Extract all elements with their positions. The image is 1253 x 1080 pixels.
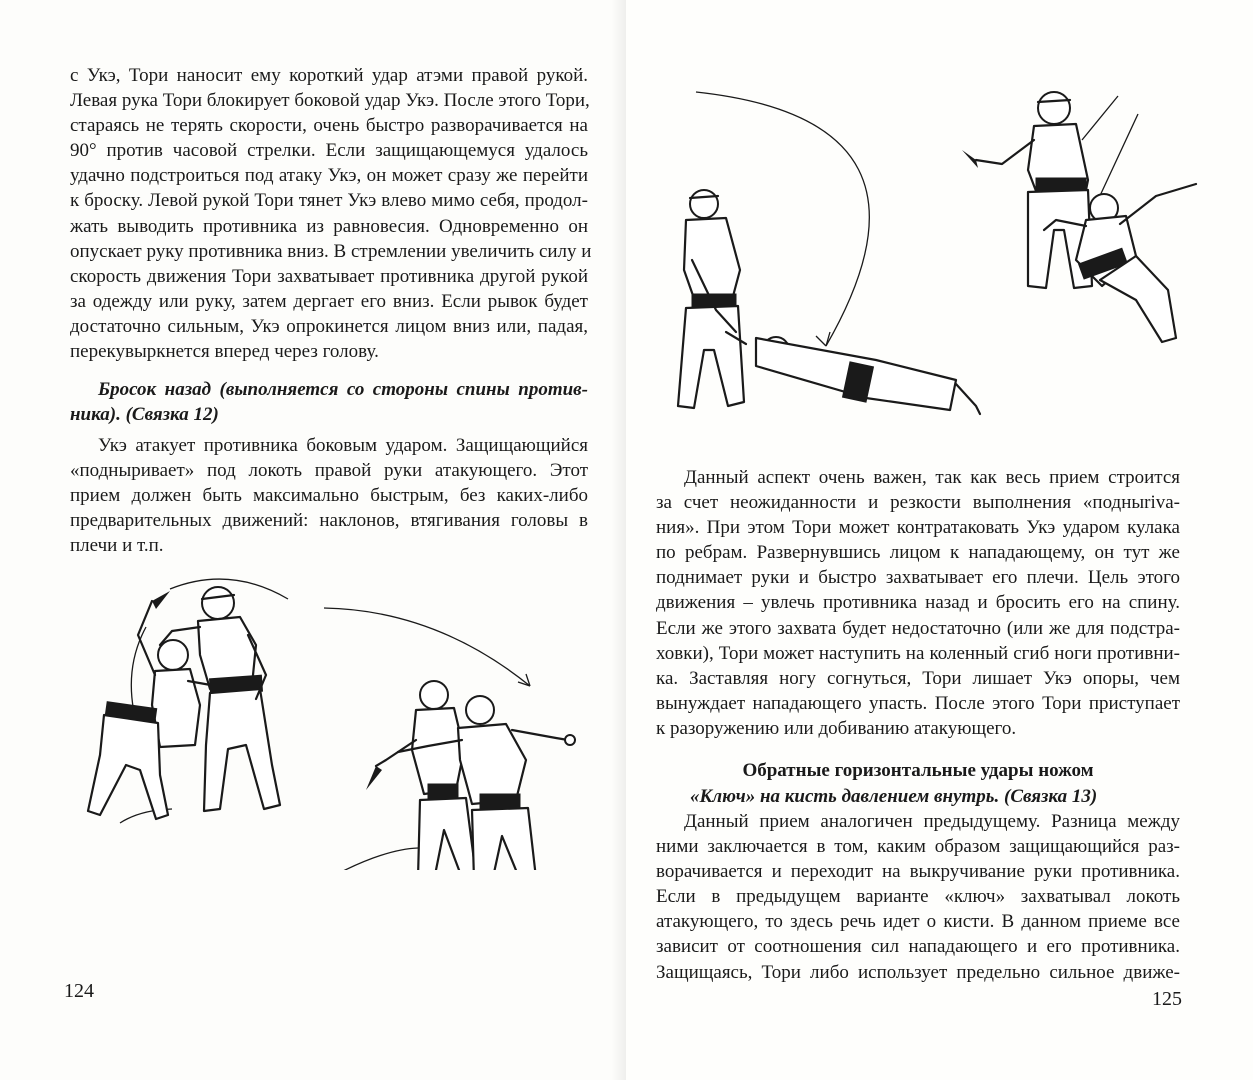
text-line: атакующего, то здесь речь идет о кисти. В данном приеме все [656, 911, 1180, 933]
right-paragraph-2 [656, 809, 1180, 985]
text-line: по ребрам. Развернувшись лицом к нападающему, он тут же [656, 542, 1180, 564]
right-page [626, 0, 1253, 1080]
text-line: движения – увлечь противника назад и бросить его на спину. [656, 592, 1180, 614]
text-line: ворачивается и переходит на выкручивание руки противника. [656, 861, 1180, 883]
heading-line: Бросок назад (выполняется со стороны спины против- [98, 379, 588, 400]
text-line: за счет неожиданности и резкости выполнения «подныriva- [656, 492, 1180, 514]
text-line: за одежду или руку, затем дергает его вниз. Если рывок будет [70, 290, 588, 312]
text-line: удачно подстроиться под атаку Укэ, он может сразу же перейти [70, 165, 588, 187]
illustration-bond-12-step-2 [316, 590, 576, 870]
text-line: Если в предыдущем варианте «ключ» захватывал локоть [656, 886, 1180, 908]
text-line: ними заключается в том, каким образом защищающийся раз- [656, 836, 1180, 858]
text-line: зависит от соотношения сил нападающего и его противника. [656, 936, 1180, 958]
text-line: перекувыркнется вперед через голову. [70, 341, 379, 363]
text-line: Укэ атакует противника боковым ударом. Защищающийся [98, 435, 588, 456]
text-line: жать выводить противника из равновесия. Одновременно он [70, 215, 588, 237]
text-line: Если же этого захвата будет недостаточно (или же для подстра- [656, 617, 1180, 639]
text-line: ка. Заставляя ногу согнуться, Тори лишает Укэ опоры, чем [656, 667, 1180, 689]
subheading: «Ключ» на кисть давлением внутрь. (Связка 13) [690, 786, 1098, 807]
text-line: ния». При этом Тори может контратаковать Укэ ударом кулака [656, 517, 1180, 539]
text-line: вынуждает нападающего упасть. После этого Тори приступает [656, 692, 1180, 714]
text-line: к броску. Левой рукой Тори тянет Укэ влево мимо себя, продол- [70, 190, 588, 212]
text-line: «подныривает» под локоть правой руки атакующего. Этот [70, 460, 588, 482]
illustration-throw [656, 80, 1216, 420]
left-paragraph-2 [70, 433, 588, 558]
text-line: стараясь не терять скорости, очень быстро разворачивается на [70, 115, 588, 137]
left-page [0, 0, 626, 1080]
text-line: достаточно сильным, Укэ опрокинется лицом вниз или, падая, [70, 315, 588, 337]
page-number-left: 124 [64, 980, 94, 1002]
text-line: Данный прием аналогичен предыдущему. Разница между [684, 811, 1180, 832]
text-line: ховки), Тори может наступить на коленный сгиб ноги противни- [656, 642, 1180, 664]
text-line: Защищаясь, Тори либо использует предельно сильное движе- [656, 961, 1180, 983]
text-line: к разоружению или добиванию атакующего. [656, 717, 1017, 739]
text-line: прием должен быть максимально быстрым, без каких-либо [70, 485, 588, 507]
text-line: скорость движения Тори захватывает противника другой рукой [70, 265, 588, 287]
text-line: 90° против часовой стрелки. Если защищающемуся удалось [70, 140, 588, 162]
text-line: Данный аспект очень важен, так как весь прием строится [684, 467, 1180, 488]
left-paragraph-1 [70, 63, 592, 364]
text-line: Левая рука Тори блокирует боковой удар Укэ. После этого Тори, [70, 90, 590, 112]
page-number-right: 125 [1152, 988, 1182, 1010]
right-paragraph-1 [656, 465, 1180, 741]
left-heading [70, 377, 588, 427]
illustration-bond-12-step-1 [60, 565, 360, 845]
text-line: опускает руку противника вниз. В стремлении увеличить силу и [70, 240, 592, 262]
text-line: поднимает руки и быстро захватывает его плечи. Цель этого [656, 567, 1180, 589]
section-heading: Обратные горизонтальные удары ножом [742, 760, 1094, 781]
text-line: с Укэ, Тори наносит ему короткий удар атэми правой рукой. [70, 65, 588, 86]
heading-line: ника). (Связка 12) [70, 404, 219, 426]
text-line: предварительных движений: наклонов, втягивания головы в [70, 510, 588, 532]
text-line: плечи и т.п. [70, 535, 164, 557]
